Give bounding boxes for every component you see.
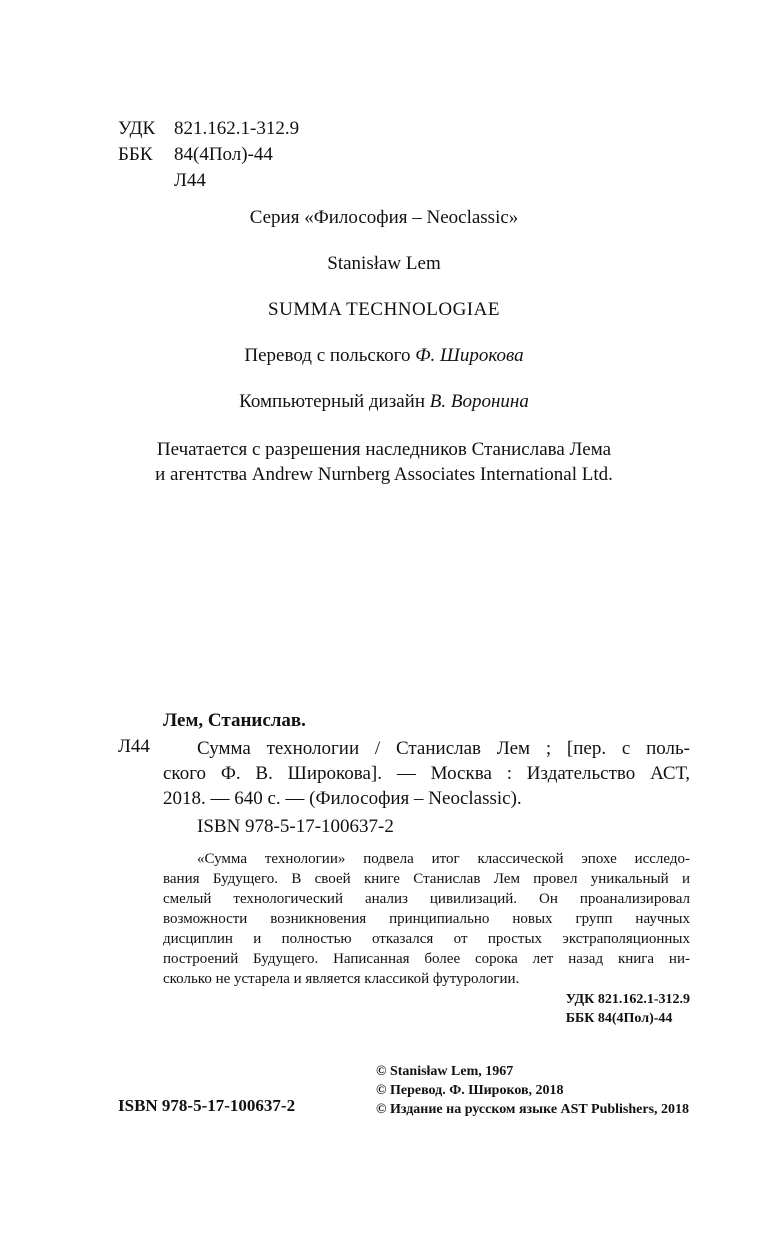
bbk-row	[118, 142, 299, 168]
bbk-label: ББК	[118, 144, 153, 165]
design-prefix: Компьютерный дизайн	[239, 391, 426, 412]
catalog-code: Л44	[118, 736, 150, 757]
annotation-line: построений Будущего. Написанная более сорока лет назад книга ни-	[163, 951, 690, 967]
annotation-line: вания Будущего. В своей книге Станислав Лем провел уникальный и	[163, 871, 690, 887]
permission-line: и агентства Andrew Nurnberg Associates International Ltd.	[155, 464, 613, 485]
author-mark-row	[118, 168, 299, 194]
bbk-bottom-line: ББК 84(4Пол)-44	[565, 1011, 673, 1026]
annotation-line: дисциплин и полностью отказался от простых экстраполяционных	[163, 931, 690, 947]
copyright-line: © Издание на русском языке AST Publishers, 2018	[376, 1102, 690, 1117]
udk-bbk-bottom	[0, 990, 690, 1028]
original-title: SUMMA TECHNOLOGIAE	[268, 299, 500, 320]
catalog-line: ского Ф. В. Широкова]. — Москва : Издательство АСТ,	[163, 763, 690, 784]
permission-notice	[0, 437, 768, 487]
annotation-line: смелый технологический анализ цивилизаций. Он проанализировал	[163, 891, 690, 907]
udk-value: 821.162.1-312.9	[174, 118, 300, 139]
classification-codes	[118, 116, 299, 194]
copyright-block	[376, 1062, 689, 1119]
annotation-line: сколько не устарела и является классикой футурологии.	[163, 971, 520, 987]
author-mark: Л44	[174, 170, 206, 191]
series-line: Серия «Философия – Neoclassic»	[249, 207, 519, 228]
permission-line: Печатается с разрешения наследников Станислава Лема	[156, 439, 612, 460]
copyright-line: © Перевод. Ф. Широков, 2018	[376, 1083, 564, 1098]
catalog-line: 2018. — 640 с. — (Философия – Neoclassic).	[163, 788, 522, 809]
catalog-author: Лем, Станислав.	[163, 710, 306, 731]
translation-prefix: Перевод с польского	[244, 345, 411, 366]
original-author: Stanisław Lem	[327, 253, 441, 274]
design-credit	[0, 391, 768, 413]
isbn-bottom: ISBN 978-5-17-100637-2	[118, 1096, 296, 1115]
udk-row	[118, 116, 299, 142]
translator-name: Ф. Широкова	[415, 345, 524, 366]
annotation-line: «Сумма технологии» подвела итог классической эпохе исследо-	[197, 851, 690, 867]
udk-bottom-line: УДК 821.162.1-312.9	[565, 992, 690, 1007]
udk-label: УДК	[118, 118, 156, 139]
translation-credit	[0, 345, 768, 367]
catalog-isbn: ISBN 978-5-17-100637-2	[197, 816, 394, 837]
catalog-description	[163, 736, 690, 811]
annotation	[163, 849, 690, 989]
catalog-line: Сумма технологии / Станислав Лем ; [пер. с поль-	[197, 738, 690, 759]
copyright-line: © Stanisław Lem, 1967	[376, 1064, 514, 1079]
designer-name: В. Воронина	[429, 391, 529, 412]
annotation-line: возможности возникновения принципиально новых групп научных	[163, 911, 690, 927]
bbk-value: 84(4Пол)-44	[174, 144, 273, 165]
